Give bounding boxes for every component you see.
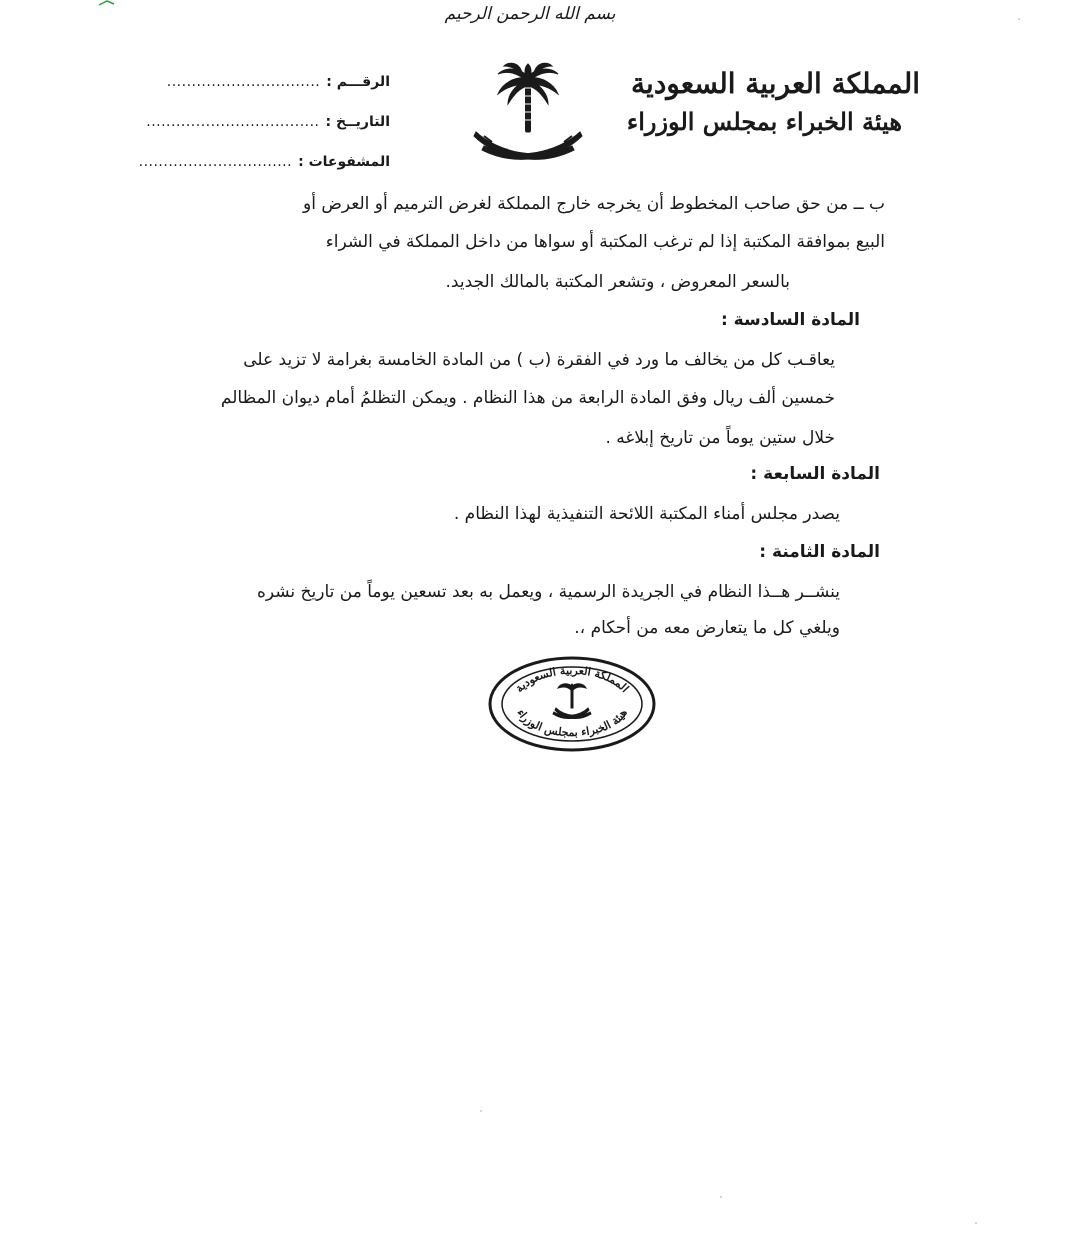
ref-attachments-value: ............................... bbox=[138, 154, 293, 170]
body-line: يعاقـب كل من يخالف ما ورد في الفقرة (ب ) من المادة الخامسة بغرامة لا تزيد على bbox=[243, 350, 835, 370]
seal-top-text: المملكة العربية السعودية bbox=[512, 663, 632, 696]
org-name: المملكة العربية السعودية bbox=[631, 67, 920, 100]
body-line: ب ــ من حق صاحب المخطوط أن يخرجه خارج المملكة لغرض الترميم أو العرض أو bbox=[303, 194, 885, 214]
ref-number-value: ............................... bbox=[166, 74, 321, 90]
body-line: يصدر مجلس أمناء المكتبة اللائحة التنفيذية لهذا النظام . bbox=[453, 504, 840, 524]
corner-mark-icon bbox=[98, 0, 116, 6]
organization-header bbox=[626, 64, 920, 154]
ref-attachments-label: المشفوعات : bbox=[298, 154, 390, 170]
article-heading: المادة السادسة : bbox=[720, 310, 860, 330]
reference-fields bbox=[138, 62, 390, 182]
ref-number-row bbox=[145, 62, 390, 102]
ref-attachments-row bbox=[138, 142, 390, 182]
org-subname: هيئة الخبراء بمجلس الوزراء bbox=[626, 107, 902, 136]
article-heading: المادة السابعة : bbox=[750, 464, 880, 484]
scan-speck bbox=[720, 1196, 722, 1198]
article-heading: المادة الثامنة : bbox=[759, 542, 880, 562]
scan-speck bbox=[480, 1110, 482, 1112]
ref-date-row bbox=[145, 102, 390, 142]
ref-date-label: التاريــخ : bbox=[325, 114, 390, 130]
body-line: ويلغي كل ما يتعارض معه من أحكام ،. bbox=[574, 618, 840, 638]
seal-emblem-icon bbox=[488, 656, 656, 752]
scan-speck bbox=[1018, 18, 1020, 20]
ref-date-value: ................................... bbox=[146, 114, 320, 130]
body-line: خمسين ألف ريال وفق المادة الرابعة من هذا النظام . ويمكن التظلمُ أمام ديوان المظالم bbox=[220, 388, 835, 408]
ref-number-label: الرقـــم : bbox=[326, 74, 390, 90]
scan-speck bbox=[975, 1222, 977, 1224]
body-line: بالسعر المعروض ، وتشعر المكتبة بالمالك الجديد. bbox=[445, 272, 790, 292]
body-line: البيع بموافقة المكتبة إذا لم ترغب المكتبة أو سواها من داخل المملكة في الشراء bbox=[325, 232, 885, 252]
seal-bottom-text: هيئة الخبراء بمجلس الوزراء bbox=[514, 707, 630, 740]
basmala: بسم الله الرحمن الرحيم bbox=[444, 4, 616, 24]
body-line: خلال ستين يوماً من تاريخ إبلاغه . bbox=[605, 428, 835, 448]
body-line: ينشــر هــذا النظام في الجريدة الرسمية ، ويعمل به بعد تسعين يوماً من تاريخ نشره bbox=[256, 582, 840, 602]
palm-and-swords-emblem-icon bbox=[468, 58, 588, 180]
